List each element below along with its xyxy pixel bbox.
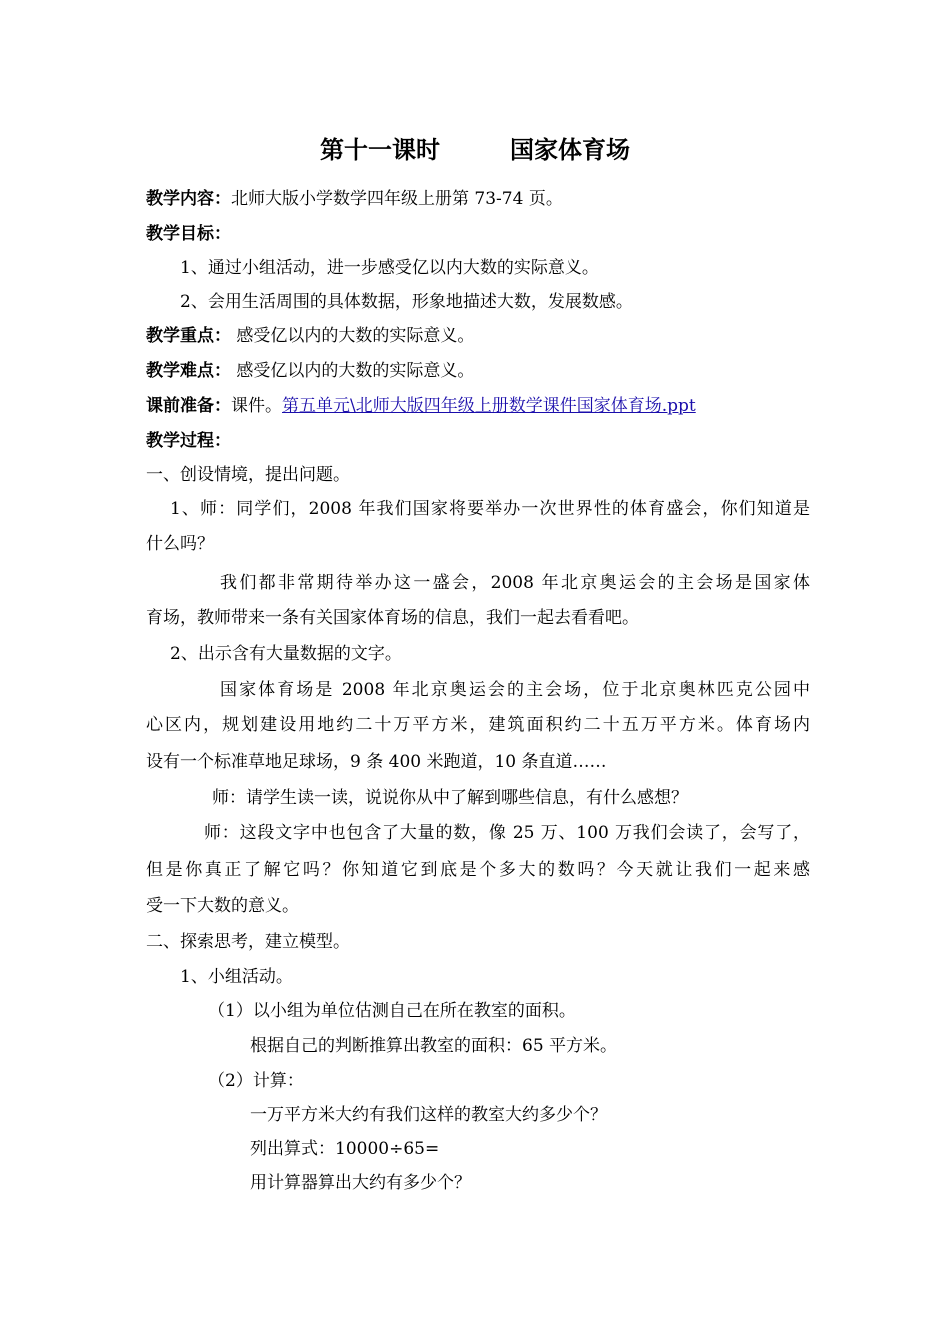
- difficulty-text: 感受亿以内的大数的实际意义。: [231, 361, 475, 381]
- s1-p2-line2: 育场，教师带来一条有关国家体育场的信息，我们一起去看看吧。: [146, 608, 639, 628]
- content-label: 教学内容：: [146, 189, 231, 209]
- key-point-label: 教学重点：: [146, 326, 231, 346]
- content-line: [146, 187, 810, 211]
- content-text: 北师大版小学数学四年级上册第 73-74 页。: [231, 189, 563, 209]
- courseware-link[interactable]: 第五单元\北师大版四年级上册数学课件国家体育场.ppt: [282, 396, 696, 416]
- prep-text: 课件。: [231, 396, 282, 416]
- process-label: 教学过程：: [146, 431, 231, 451]
- lesson-title: [0, 134, 950, 166]
- s1-p1-line1: 1、师：同学们，2008 年我们国家将要举办一次世界性的体育盛会，你们知道是: [170, 499, 810, 519]
- s2-p1: 1、小组活动。: [180, 967, 293, 987]
- section2-heading: 二、探索思考，建立模型。: [146, 932, 350, 952]
- title-part1: 第十一课时: [320, 136, 440, 164]
- s2-p2: （1）以小组为单位估测自己在所在教室的面积。: [208, 1001, 576, 1021]
- s2-p6: 列出算式：10000÷65=: [250, 1139, 440, 1159]
- goals-label: 教学目标：: [146, 224, 231, 244]
- prep-label: 课前准备：: [146, 396, 231, 416]
- key-point-text: 感受亿以内的大数的实际意义。: [231, 326, 475, 346]
- title-part2: 国家体育场: [510, 136, 630, 164]
- s1-p5: 师：请学生读一读，说说你从中了解到哪些信息，有什么感想？: [212, 788, 688, 808]
- s2-p7: 用计算器算出大约有多少个？: [250, 1173, 471, 1193]
- s1-p4-line1: 国家体育场是 2008 年北京奥运会的主会场，位于北京奥林匹克公园中: [220, 680, 810, 700]
- s1-p6-line1: 师：这段文字中也包含了大量的数，像 25 万、100 万我们会读了，会写了，: [204, 823, 810, 843]
- difficulty-label: 教学难点：: [146, 361, 231, 381]
- s2-p3: 根据自己的判断推算出教室的面积：65 平方米。: [250, 1036, 618, 1056]
- goal-item-2: 2、会用生活周围的具体数据，形象地描述大数，发展数感。: [180, 292, 633, 312]
- goal-item-1: 1、通过小组活动，进一步感受亿以内大数的实际意义。: [180, 258, 599, 278]
- s1-p4-line2: 心区内，规划建设用地约二十万平方米，建筑面积约二十五万平方米。体育场内: [146, 715, 810, 735]
- s1-p4-line3: 设有一个标准草地足球场，9 条 400 米跑道，10 条直道……: [146, 752, 607, 772]
- prep-line: [146, 394, 810, 418]
- difficulty-line: [146, 359, 810, 383]
- key-point-line: [146, 324, 810, 348]
- s1-p1-line2: 什么吗？: [146, 534, 214, 554]
- s1-p6-line3: 受一下大数的意义。: [146, 896, 299, 916]
- s2-p4: （2）计算：: [208, 1071, 304, 1091]
- s1-p6-line2: 但是你真正了解它吗？你知道它到底是个多大的数吗？今天就让我们一起来感: [146, 860, 810, 880]
- section1-heading: 一、创设情境，提出问题。: [146, 465, 350, 485]
- s1-p3: 2、出示含有大量数据的文字。: [170, 644, 402, 664]
- s2-p5: 一万平方米大约有我们这样的教室大约多少个？: [250, 1105, 607, 1125]
- s1-p2-line1: 我们都非常期待举办这一盛会，2008 年北京奥运会的主会场是国家体: [220, 573, 810, 593]
